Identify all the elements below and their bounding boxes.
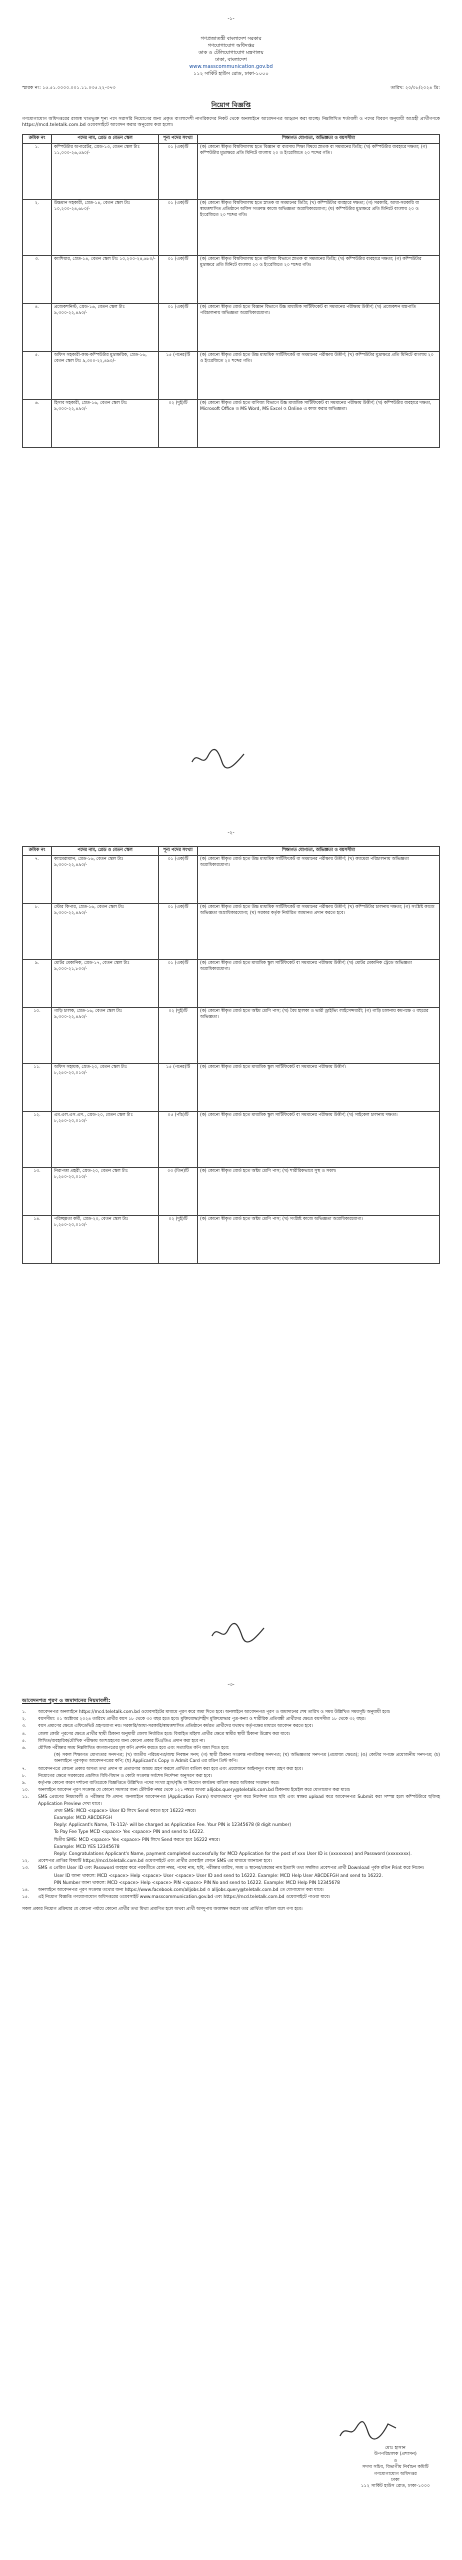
row-qualification: (ক) কোনো স্বীকৃত বোর্ড হতে মাধ্যমিক স্কুল সার্টিফিকেট বা সমমানের পরীক্ষায় উত্তীর্ণ; (খ) সাইকেল চালনায় দক্ষতা।: [198, 1112, 440, 1168]
instruction-text: মৌখিক পরীক্ষার সময় নিম্নলিখিত কাগজপত্রের মূল কপি প্রদর্শন করতে হবে এবং সত্যায়িত কপি জমা দিতে হবে:: [38, 1746, 230, 1752]
instruction-number: ৩.: [22, 1724, 27, 1730]
instruction-number: ১১.: [22, 1795, 30, 1801]
page-number: -১-: [227, 16, 235, 22]
sms-instruction: [38, 1838, 440, 1844]
header-post: পদের নাম, গ্রেড ও বেতন স্কেল: [52, 847, 159, 856]
table-row: [23, 1216, 440, 1264]
page-2: [8, 820, 454, 1668]
sms-instruction: [38, 1852, 440, 1858]
instruction-text: Example: MCD ABCDEFGH: [54, 1816, 112, 1822]
instruction-text: SMS এ প্রেরিত User ID এবং Password ব্যবহার করে পরবর্তীতে রোল নম্বর, পদের নাম, ছবি, পরীক্ষার তারিখ, সময় ও স্থানের/কেন্দ্রের নাম ইত্যাদি তথ্য সম্বলিত প্রবেশপত্র প্রার্থী Download পূর্বক রঙিন Print করে নিবেন।: [38, 1866, 425, 1872]
row-count: ০১ (এক)টি: [159, 199, 198, 255]
signature-mark: [208, 1620, 268, 1644]
instruction-number: ১০.: [22, 1788, 30, 1794]
row-qualification: (ক) কোনো স্বীকৃত বোর্ড হতে উচ্চ মাধ্যমিক সার্টিফিকেট বা সমমানের পরীক্ষায় উত্তীর্ণ; (খ) কম্পিউটার মুদ্রাক্ষরে প্রতি মিনিটে বাংলায় ২০ ও ইংরেজিতে ২০ শব্দের গতি।: [198, 351, 440, 399]
instruction-text: জেলা কোটা পূরণের ক্ষেত্রে প্রার্থীর স্থায়ী ঠিকানা অনুযায়ী জেলা নির্ধারিত হবে। বিবাহিত মহিলা প্রার্থীর ক্ষেত্রে স্বামীর স্থায়ী ঠিকানা উল্লেখ করা যাবে।: [38, 1731, 291, 1737]
table-row: [23, 351, 440, 399]
table-header-row: [23, 134, 440, 143]
signatory-line: ঢাকা: [391, 2478, 400, 2484]
instruction-number: [38, 1816, 54, 1822]
instruction-number: ১৩.: [22, 1866, 30, 1872]
instruction-text: SMS প্রেরণের নিয়মাবলী ও পরীক্ষার ফি প্রদান: অনলাইনে আবেদনপত্র (Application Form) যথাযথভাবে পূরণ করে নির্দেশনা মতে ছবি এবং স্বাক্ষর upload করে আবেদনপত্র Submit করা সম্পন্ন হলে কম্পিউটারে ছবিসহ Application Preview দেখা যাবে।: [38, 1795, 440, 1807]
row-count: ০১ (এক)টি: [159, 255, 198, 303]
signatory-line: গণযোগাযোগ অধিদপ্তর: [373, 2471, 417, 2477]
instruction-subitem: [38, 1753, 440, 1765]
row-qualification: (ক) কোনো স্বীকৃত বোর্ড হতে মাধ্যমিক স্কুল সার্টিফিকেট বা সমমানের পরীক্ষায় উত্তীর্ণ।: [198, 1064, 440, 1112]
instruction-number: [38, 1874, 54, 1880]
row-serial: ৭.: [23, 856, 52, 904]
instruction-number: ১৫.: [22, 1895, 30, 1901]
instruction-text: Example: MCD YES 12345678: [54, 1844, 120, 1850]
table-row: [23, 303, 440, 351]
instruction-text: আবেদনপত্রে কোনো প্রকার অসত্য তথ্য প্রদান বা প্রতারণার আশ্রয় গ্রহণ করলে প্রার্থিতা বাতিল করা হবে এবং প্রয়োজনে আইনানুগ ব্যবস্থা গ্রহণ করা হবে।: [38, 1766, 303, 1772]
letterhead-line: ১১২ সার্কিট হাউস রোড, ঢাকা-১০০০: [193, 71, 269, 77]
instruction-text: Reply: Congratulations Applicant's Name, payment completed successfully for MCD Application for the post of xxx User ID is (xxxxxxxx) and Password (xxxxxxxx).: [54, 1852, 412, 1858]
instruction-text: বয়স প্রমাণের ক্ষেত্রে এফিডেভিট গ্রহণযোগ্য নয়। সরকারি/আধা-সরকারি/স্বায়ত্তশাসিত প্রতিষ্ঠানে কর্মরত প্রার্থীদের যথাযথ কর্তৃপক্ষের মাধ্যমে আবেদন করতে হবে।: [38, 1724, 313, 1730]
signature-mark: [188, 746, 248, 770]
row-qualification: (ক) কোনো স্বীকৃত বিশ্ববিদ্যালয় হতে বাণিজ্য বিভাগে স্নাতক বা সমমানের ডিগ্রি; (খ) কম্পিউটার ব্যবহারে দক্ষতা; (গ) কম্পিউটার মুদ্রাক্ষরে প্রতি মিনিটে বাংলায় ২০ ও ইংরেজিতে ২০ শব্দের গতি।: [198, 255, 440, 303]
row-post: উচ্চমান সহকারী, গ্রেড-১৪, বেতন স্কেল টাঃ ১০,২০০-২৪,৬৮০/-: [52, 199, 159, 255]
header-count: শূন্য পদের সংখ্যা: [159, 134, 198, 143]
website-link[interactable]: www.masscommunication.gov.bd: [189, 64, 273, 70]
row-qualification: (ক) কোনো স্বীকৃত বোর্ড হতে উচ্চ মাধ্যমিক সার্টিফিকেট বা সমমানের পরীক্ষায় উত্তীর্ণ; (খ) ক্যামেরা পরিচালনায় অভিজ্ঞতা অগ্রাধিকারযোগ্য।: [198, 856, 440, 904]
sms-instruction: [38, 1845, 440, 1851]
instruction-item: [22, 1774, 440, 1780]
table-row: [23, 399, 440, 447]
instruction-number: [38, 1881, 54, 1887]
signatory-line: মোঃ হাসান: [385, 2446, 406, 2451]
instruction-item: [22, 1746, 440, 1752]
instruction-item: [22, 1788, 440, 1794]
header-count: শূন্য পদের সংখ্যা: [159, 847, 198, 856]
instruction-text: User ID জানা থাকলে: MCD <space> Help <space> User <space> User ID and send to 16222. Example: MCD Help User ABCDEFGH and send to 16222.: [54, 1873, 383, 1879]
posts-table: [22, 134, 440, 448]
row-qualification: (ক) কোনো স্বীকৃত বিশ্ববিদ্যালয় হতে স্নাতক বা সমমানের ডিগ্রি; (খ) কম্পিউটার ব্যবহারে দক্ষতা; (গ) সরকারি, আধা-সরকারি বা স্বায়ত্তশাসিত প্রতিষ্ঠানে অফিস সংক্রান্ত কাজে অভিজ্ঞতা অগ্রাধিকারযোগ্য; (ঘ) কম্পিউটার মুদ্রাক্ষরে প্রতি মিনিটে বাংলায় ২০ ও ইংরেজিতে ২০ শব্দের গতি।: [198, 199, 440, 255]
sms-instruction: [38, 1823, 440, 1829]
header-qualification: শিক্ষাগত যোগ্যতা, অভিজ্ঞতা ও বয়সসীমা: [198, 134, 440, 143]
instruction-text: নিয়োগের ক্ষেত্রে সরকারের প্রচলিত বিধি-বিধান ও কোটা সংক্রান্ত সর্বশেষ নির্দেশনা অনুসরণ করা হবে।: [38, 1773, 212, 1779]
signature-mark: [338, 2418, 398, 2442]
instruction-number: ৮.: [22, 1773, 27, 1779]
row-count: ০২ (দুই)টি: [159, 399, 198, 447]
instruction-number: ৯.: [22, 1781, 27, 1787]
instruction-item: [22, 1859, 440, 1865]
page-number: -২-: [227, 830, 235, 836]
row-count: ০২ (দুই)টি: [159, 1008, 198, 1064]
row-qualification: (ক) কোনো স্বীকৃত বোর্ড হতে উচ্চ মাধ্যমিক সার্টিফিকেট বা সমমানের পরীক্ষায় উত্তীর্ণ; (খ) কম্পিউটার চালনায় দক্ষতা; (গ) সংশ্লিষ্ট কাজে অভিজ্ঞতা অগ্রাধিকারযোগ্য; (ঘ) সরকার কর্তৃক নির্ধারিত জামানত প্রদান করতে হবে।: [198, 904, 440, 960]
memo-line: [22, 84, 440, 92]
row-count: ০২ (দুই)টি: [159, 1216, 198, 1264]
table-row: [23, 960, 440, 1008]
header-qualification: শিক্ষাগত যোগ্যতা, অভিজ্ঞতা ও বয়সসীমা: [198, 847, 440, 856]
signatory-line: ১১২ সার্কিট হাউস রোড, ঢাকা-১০০০: [360, 2484, 430, 2490]
table-row: [23, 255, 440, 303]
signatory-line: ও: [393, 2458, 398, 2464]
row-count: ১৫ (পনের)টি: [159, 351, 198, 399]
instruction-item: [22, 1739, 440, 1745]
instruction-item: [22, 1710, 440, 1716]
row-post: নিরাপত্তা প্রহরী, গ্রেড-২০, বেতন স্কেল টাঃ ৮,২৫০-২০,০১০/-: [52, 1168, 159, 1216]
row-count: ০১ (এক)টি: [159, 143, 198, 199]
row-post: স্টোর কিপার, গ্রেড-১৬, বেতন স্কেল টাঃ ৯,৩০০-২২,৪৯০/-: [52, 904, 159, 960]
bottom-note: সকল প্রকার নিয়োগ প্রক্রিয়ার যে কোনো পর্যায়ে কোনো প্রার্থীর তথ্য মিথ্যা প্রমাণিত হলে অথবা প্রার্থী অসদুপায় অবলম্বন করলে তার প্রার্থিতা বাতিল বলে গণ্য হবে।: [22, 1907, 303, 1913]
row-serial: ১.: [23, 143, 52, 199]
instruction-number: ১.: [22, 1710, 27, 1715]
instruction-number: [38, 1823, 54, 1829]
instruction-number: ২.: [22, 1717, 27, 1723]
row-post: এম.এল.এস.এস., গ্রেড-২০, বেতন স্কেল টাঃ ৮,২৫০-২০,০১০/-: [52, 1112, 159, 1168]
instruction-text: Reply: Applicant's Name, Tk-112/- will be charged as Application Fee. Your PIN is 12345678 (8 digit number): [54, 1823, 292, 1829]
instruction-number: ১৪.: [22, 1888, 30, 1894]
instruction-number: [38, 1852, 54, 1858]
row-post: অফিস সহায়ক, গ্রেড-২০, বেতন স্কেল টাঃ ৮,২৫০-২০,০১০/-: [52, 1064, 159, 1112]
row-serial: ১১.: [23, 1064, 52, 1112]
row-serial: ৮.: [23, 904, 52, 960]
row-post: ক্যামেরাম্যান, গ্রেড-১৬, বেতন স্কেল টাঃ ৯,৩০০-২২,৪৯০/-: [52, 856, 159, 904]
row-qualification: (ক) কোনো স্বীকৃত বোর্ড হতে বিজ্ঞান বিভাগে উচ্চ মাধ্যমিক সার্টিফিকেট বা সমমানের পরীক্ষায় উত্তীর্ণ; (খ) প্রজেকশন যন্ত্রপাতি পরিচালনায় অভিজ্ঞতা অগ্রাধিকারযোগ্য।: [198, 303, 440, 351]
instructions-title: আবেদনপত্র পূরণ ও জমাদানের নিয়মাবলী:: [22, 1698, 111, 1704]
header-serial: ক্রমিক নং: [23, 134, 52, 143]
instruction-text: লিখিত/ব্যবহারিক/মৌখিক পরীক্ষায় অংশগ্রহণের জন্য কোনো প্রকার টিএ/ডিএ প্রদান করা হবে না।: [38, 1738, 205, 1744]
row-post: মোটর মেকানিক, গ্রেড-১৭, বেতন স্কেল টাঃ ৯,০০০-২১,৮০০/-: [52, 960, 159, 1008]
memo-number: স্মারক নং: ১৫.৫১.০০০০.০০১.১১.০৩৫.২২-৩৭৩: [22, 86, 116, 91]
letterhead-line: গণযোগাযোগ অধিদপ্তর: [207, 43, 255, 49]
signatory-line: সদস্য সচিব, বিভাগীয় নির্বাচন কমিটি: [362, 2465, 429, 2471]
row-count: ০১ (এক)টি: [159, 856, 198, 904]
row-serial: ৪.: [23, 303, 52, 351]
table-header-row: [23, 847, 440, 856]
instruction-item: [22, 1717, 440, 1723]
instruction-text: অনলাইনে আবেদনপত্র পূরণ সংক্রান্ত তথ্যের জন্য https://www.facebook.com/alljobs.bd ও alljobs.query@teletalk.com.bd তে যোগাযোগ করা যাবে।: [38, 1888, 324, 1894]
row-post: অফিস সহকারী-কাম-কম্পিউটার মুদ্রাক্ষরিক, গ্রেড-১৬, বেতন স্কেল টাঃ ৯,৩০০-২২,৪৯০/-: [52, 351, 159, 399]
row-count: ০৫ (পাঁচ)টি: [159, 1112, 198, 1168]
table-row: [23, 904, 440, 960]
instruction-item: [22, 1866, 440, 1872]
row-post: কম্পিউটার অপারেটর, গ্রেড-১৩, বেতন স্কেল টাঃ ১১,০০০-২৬,৫৯০/-: [52, 143, 159, 199]
table-row: [23, 143, 440, 199]
row-count: ০৩ (তিন)টি: [159, 1168, 198, 1216]
row-serial: ১২.: [23, 1112, 52, 1168]
row-serial: ৩.: [23, 255, 52, 303]
row-qualification: (ক) কোনো স্বীকৃত বোর্ড হতে অষ্টম শ্রেণি পাস; (খ) বৈধ হালকা ও ভারী ড্রাইভিং লাইসেন্সধারী; (গ) গাড়ি চালনায় কমপক্ষে ৩ বছরের অভিজ্ঞতা।: [198, 1008, 440, 1064]
row-serial: ৬.: [23, 399, 52, 447]
row-qualification: (ক) কোনো স্বীকৃত বিশ্ববিদ্যালয় হতে বিজ্ঞান বা ব্যবসায় শিক্ষা বিষয়ে স্নাতক বা সমমানের ডিগ্রি; (খ) কম্পিউটার ব্যবহারে দক্ষতা; (গ) কম্পিউটার মুদ্রাক্ষরে প্রতি মিনিটে বাংলায় ২০ ও ইংরেজিতে ২০ শব্দের গতি।: [198, 143, 440, 199]
row-count: ১৫ (পনের)টি: [159, 1064, 198, 1112]
letterhead-line: ঢাকা, বাংলাদেশ: [215, 57, 247, 63]
letterhead-line: ডাক ও টেলিযোগাযোগ মন্ত্রণালয়: [198, 50, 264, 56]
instruction-number: ১২.: [22, 1859, 30, 1865]
instruction-item: [22, 1795, 440, 1807]
instruction-number: [38, 1845, 54, 1851]
table-row: [23, 1008, 440, 1064]
row-serial: ১০.: [23, 1008, 52, 1064]
row-count: ০১ (এক)টি: [159, 303, 198, 351]
notice-intro: গণযোগাযোগ অধিদপ্তরের রাজস্ব খাতভুক্ত শূন্য পদে সরাসরি নিয়োগের জন্য প্রকৃত বাংলাদেশী নাগরিকদের নিকট থেকে অনলাইনে আবেদনপত্র আহ্বান করা যাচ্ছে। নিম্নলিখিত শর্তাবলী ও পদের বিবরণ অনুযায়ী আগ্রহী প্রার্থীগণকে https://mcd.teletalk.com.bd ওয়েবসাইটে আবেদন করার অনুরোধ করা হলো।: [22, 117, 440, 129]
table-row: [23, 199, 440, 255]
sms-instruction: [38, 1874, 440, 1880]
row-serial: ১৩.: [23, 1168, 52, 1216]
instruction-text: অনলাইনে আবেদন পূরণ সংক্রান্ত যে কোনো সমস্যার জন্য টেলিটক নম্বর থেকে ১২১ নম্বরে অথবা alljobs.query@teletalk.com.bd ঠিকানায় ইমেইল করে যোগাযোগ করা যাবে।: [38, 1788, 351, 1794]
instruction-number: [38, 1809, 54, 1815]
row-qualification: (ক) কোনো স্বীকৃত বোর্ড হতে অষ্টম শ্রেণি পাস; (খ) সংশ্লিষ্ট কাজে অভিজ্ঞতা অগ্রাধিকারযোগ্য।: [198, 1216, 440, 1264]
instruction-text: (ক) সকল শিক্ষাগত যোগ্যতার সনদপত্র; (খ) জাতীয় পরিচয়পত্র/জন্ম নিবন্ধন সনদ; (গ) স্থায়ী ঠিকানা সংক্রান্ত নাগরিকত্ব সনদপত্র; (ঘ) অভিজ্ঞতার সনদপত্র (প্রযোজ্য ক্ষেত্রে); (ঙ) কোটার সপক্ষে প্রয়োজনীয় সনদপত্র; (চ) অনলাইনে পূরণকৃত আবেদনপত্রের কপি; (ছ) Applicant's Copy ও Admit Card এর রঙিন প্রিন্ট কপি।: [54, 1753, 440, 1765]
instruction-number: ৫.: [22, 1738, 27, 1744]
header-post: পদের নাম, গ্রেড ও বেতন স্কেল: [52, 134, 159, 143]
instruction-text: বয়সসীমা: ০১ অক্টোবর ২০২৪ তারিখে প্রার্থীর বয়স ১৮ থেকে ৩০ বছর হতে হবে। মুক্তিযোদ্ধা/শহীদ মুক্তিযোদ্ধার পুত্র-কন্যা ও শারীরিক প্রতিবন্ধী প্রার্থীদের ক্ষেত্রে বয়সসীমা ১৮ থেকে ৩২ বছর।: [38, 1717, 366, 1723]
instruction-number: [38, 1753, 54, 1765]
posts-table-continued: [22, 846, 440, 1264]
instruction-text: এই নিয়োগ বিজ্ঞপ্তি গণযোগাযোগ অধিদপ্তরের ওয়েবসাইট www.masscommunication.gov.bd এবং https://mcd.teletalk.com.bd ওয়েবসাইটে পাওয়া যাবে।: [38, 1895, 331, 1901]
row-serial: ৯.: [23, 960, 52, 1008]
instruction-number: ৪.: [22, 1731, 27, 1737]
instruction-text: PIN Number জানা থাকলে: MCD <space> Help <space> PIN <space> PIN No and send to 16222. Example: MCD Help PIN 12345678: [54, 1880, 340, 1886]
instruction-item: [22, 1767, 440, 1773]
row-qualification: (ক) কোনো স্বীকৃত বোর্ড হতে মাধ্যমিক স্কুল সার্টিফিকেট বা সমমানের পরীক্ষায় উত্তীর্ণ; (খ) মোটর মেকানিক ট্রেডে অভিজ্ঞতা অগ্রাধিকারযোগ্য।: [198, 960, 440, 1008]
instruction-item: [22, 1781, 440, 1787]
table-row: [23, 856, 440, 904]
table-row: [23, 1112, 440, 1168]
instruction-item: [22, 1724, 440, 1730]
instruction-item: [22, 1732, 440, 1738]
signatory-block: [361, 2446, 430, 2491]
page-3: [8, 1672, 454, 2552]
instruction-text: কর্তৃপক্ষ কোনো কারণ দর্শানো ব্যতিরেকে বিজ্ঞপ্তিতে উল্লিখিত পদের সংখ্যা হ্রাস/বৃদ্ধি বা নিয়োগ কার্যক্রম বাতিল করার অধিকার সংরক্ষণ করে।: [38, 1781, 280, 1787]
instruction-item: [22, 1895, 440, 1901]
sms-instruction: [38, 1816, 440, 1822]
signatory-line: উপপরিচালক (প্রশাসন): [374, 2452, 417, 2458]
row-count: ০১ (এক)টি: [159, 904, 198, 960]
table-row: [23, 1168, 440, 1216]
page-1: [8, 6, 454, 806]
row-post: গাড়ি চালক, গ্রেড-১৬, বেতন স্কেল টাঃ ৯,৩০০-২২,৪৯০/-: [52, 1008, 159, 1064]
row-post: হিসাব সহকারী, গ্রেড-১৬, বেতন স্কেল টাঃ ৯,৩০০-২২,৪৯০/-: [52, 399, 159, 447]
memo-date: তারিখ: ২০/০৮/২০২৪ খ্রি:: [390, 86, 440, 91]
letterhead-line: গণপ্রজাতন্ত্রী বাংলাদেশ সরকার: [200, 36, 262, 42]
sms-instruction: [38, 1881, 440, 1887]
instruction-text: প্রবেশপত্র প্রাপ্তির বিষয়টি https://mcd.teletalk.com.bd ওয়েবসাইটে এবং প্রার্থীর মোবাইল ফোনে SMS এর মাধ্যমে জানানো হবে।: [38, 1859, 272, 1865]
instructions-list: [22, 1710, 440, 1901]
instruction-item: [22, 1888, 440, 1894]
instruction-text: দ্বিতীয় SMS: MCD <space> Yes <space> PIN লিখে Send করতে হবে 16222 নম্বরে।: [54, 1837, 220, 1843]
notice-title: নিয়োগ বিজ্ঞপ্তি: [211, 101, 251, 109]
letterhead: [8, 36, 454, 78]
header-serial: ক্রমিক নং: [23, 847, 52, 856]
row-post: প্রজেকশনিস্ট, গ্রেড-১৬, বেতন স্কেল টাঃ ৯,৩০০-২২,৪৯০/-: [52, 303, 159, 351]
sms-instruction: [38, 1830, 440, 1836]
row-post: ক্যাশিয়ার, গ্রেড-১৪, বেতন স্কেল টাঃ ১০,২০০-২৪,৬৮০/-: [52, 255, 159, 303]
table-row: [23, 1064, 440, 1112]
instruction-number: ৭.: [22, 1766, 27, 1772]
page-number: -৩-: [227, 1682, 235, 1688]
instruction-number: ৬.: [22, 1746, 27, 1752]
row-count: ০১ (এক)টি: [159, 960, 198, 1008]
row-serial: ৫.: [23, 351, 52, 399]
row-serial: ২.: [23, 199, 52, 255]
sms-instruction: [38, 1809, 440, 1815]
row-qualification: (ক) কোনো স্বীকৃত বোর্ড হতে বাণিজ্য বিভাগে উচ্চ মাধ্যমিক সার্টিফিকেট বা সমমানের পরীক্ষায় উত্তীর্ণ; (খ) কম্পিউটার ব্যবহারে দক্ষতা, Microsoft Office ও MS Word, MS Excel ও Online এ কাজ করার অভিজ্ঞতা।: [198, 399, 440, 447]
instruction-text: প্রথম SMS: MCD <space> User ID লিখে Send করতে হবে 16222 নম্বরে।: [54, 1808, 197, 1814]
instruction-text: To Pay Fee Type MCD <space> Yes <space> PIN and send to 16222.: [54, 1830, 205, 1836]
instruction-text: আবেদনপত্র অনলাইনে https://mcd.teletalk.com.bd ওয়েবসাইটের মাধ্যমে পূরণ করে জমা দিতে হবে। অনলাইনে আবেদনপত্র পূরণ ও জমাদানের শেষ তারিখ ও সময় উল্লিখিত সময়সূচি অনুযায়ী হবে।: [38, 1710, 391, 1715]
instruction-number: [38, 1838, 54, 1844]
instruction-number: [38, 1830, 54, 1836]
row-qualification: (ক) কোনো স্বীকৃত বোর্ড হতে অষ্টম শ্রেণি পাস; (খ) শারীরিকভাবে সুস্থ ও সবল।: [198, 1168, 440, 1216]
row-serial: ১৪.: [23, 1216, 52, 1264]
row-post: পরিচ্ছন্নতা কর্মী, গ্রেড-২০, বেতন স্কেল টাঃ ৮,২৫০-২০,০১০/-: [52, 1216, 159, 1264]
